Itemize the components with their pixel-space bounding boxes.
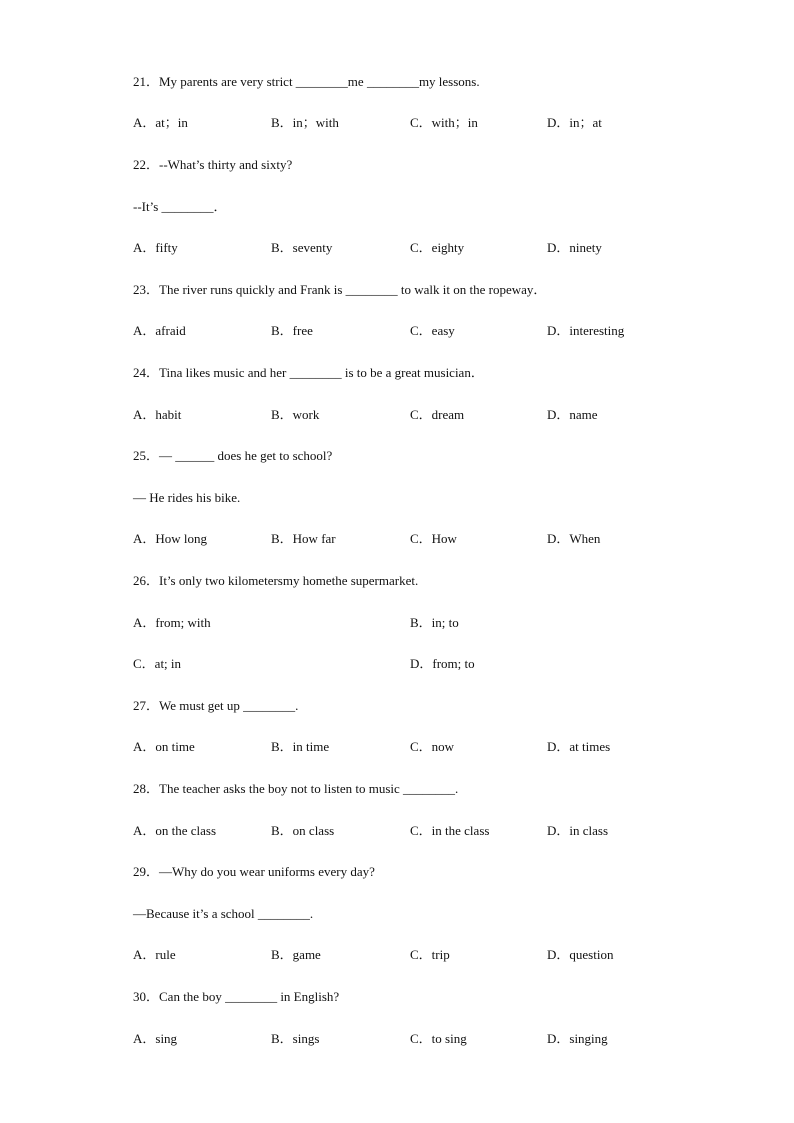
question-30-option-d[interactable]: D．singing <box>547 1031 608 1046</box>
question-30-stem: 30．Can the boy ________ in English? <box>133 989 340 1004</box>
question-25-response: — He rides his bike. <box>133 490 241 505</box>
question-30-option-b[interactable]: B．sings <box>271 1031 320 1046</box>
question-28-option-c[interactable]: C．in the class <box>410 823 490 838</box>
question-27-stem: 27．We must get up ________. <box>133 698 299 713</box>
question-21-option-d[interactable]: D．in；at <box>547 115 602 130</box>
question-21-option-b[interactable]: B．in；with <box>271 115 339 130</box>
question-24-option-a[interactable]: A．habit <box>133 407 182 422</box>
question-24-option-b[interactable]: B．work <box>271 407 320 422</box>
question-22-option-c[interactable]: C．eighty <box>410 240 465 255</box>
question-23-option-b[interactable]: B．free <box>271 323 313 338</box>
question-22-option-b[interactable]: B．seventy <box>271 240 333 255</box>
question-25-option-d[interactable]: D．When <box>547 531 601 546</box>
question-29-stem: 29．—Why do you wear uniforms every day? <box>133 864 375 879</box>
question-21-option-c[interactable]: C．with；in <box>410 115 478 130</box>
question-27-option-a[interactable]: A．on time <box>133 739 195 754</box>
question-25-option-b[interactable]: B．How far <box>271 531 336 546</box>
question-29-option-c[interactable]: C．trip <box>410 947 450 962</box>
question-22-option-a[interactable]: A．fifty <box>133 240 178 255</box>
question-29-option-b[interactable]: B．game <box>271 947 321 962</box>
question-27-option-d[interactable]: D．at times <box>547 739 611 754</box>
question-29-response: —Because it’s a school ________. <box>133 906 314 921</box>
question-24-option-d[interactable]: D．name <box>547 407 598 422</box>
question-23-option-a[interactable]: A．afraid <box>133 323 186 338</box>
question-25-option-a[interactable]: A．How long <box>133 531 208 546</box>
question-22-response: --It’s ________． <box>133 199 227 214</box>
question-27-option-b[interactable]: B．in time <box>271 739 330 754</box>
question-24-stem: 24．Tina likes music and her ________ is to be a great musician． <box>133 365 484 380</box>
question-24-option-c[interactable]: C．dream <box>410 407 465 422</box>
question-26-option-c[interactable]: C．at; in <box>133 656 182 671</box>
question-21-option-a[interactable]: A．at；in <box>133 115 188 130</box>
question-25-stem: 25．— ______ does he get to school? <box>133 448 333 463</box>
question-30-option-a[interactable]: A．sing <box>133 1031 178 1046</box>
question-26-option-b[interactable]: B．in; to <box>410 615 459 630</box>
question-26-option-d[interactable]: D．from; to <box>410 656 475 671</box>
question-26-stem: 26．It’s only two kilometersmy homethe supermarket. <box>133 573 419 588</box>
question-21-stem: 21．My parents are very strict ________me ________my lessons. <box>133 74 480 89</box>
question-23-option-c[interactable]: C．easy <box>410 323 455 338</box>
question-23-stem: 23．The river runs quickly and Frank is ________ to walk it on the ropeway． <box>133 282 547 297</box>
question-26-option-a[interactable]: A．from; with <box>133 615 211 630</box>
question-29-option-d[interactable]: D．question <box>547 947 614 962</box>
question-25-option-c[interactable]: C．How <box>410 531 457 546</box>
question-22-option-d[interactable]: D．ninety <box>547 240 602 255</box>
question-28-option-a[interactable]: A．on the class <box>133 823 217 838</box>
question-29-option-a[interactable]: A．rule <box>133 947 176 962</box>
question-28-option-b[interactable]: B．on class <box>271 823 335 838</box>
question-28-option-d[interactable]: D．in class <box>547 823 609 838</box>
question-22-stem: 22．--What’s thirty and sixty? <box>133 157 293 172</box>
question-27-option-c[interactable]: C．now <box>410 739 455 754</box>
question-30-option-c[interactable]: C．to sing <box>410 1031 467 1046</box>
question-28-stem: 28．The teacher asks the boy not to listen to music ________. <box>133 781 459 796</box>
question-23-option-d[interactable]: D．interesting <box>547 323 625 338</box>
